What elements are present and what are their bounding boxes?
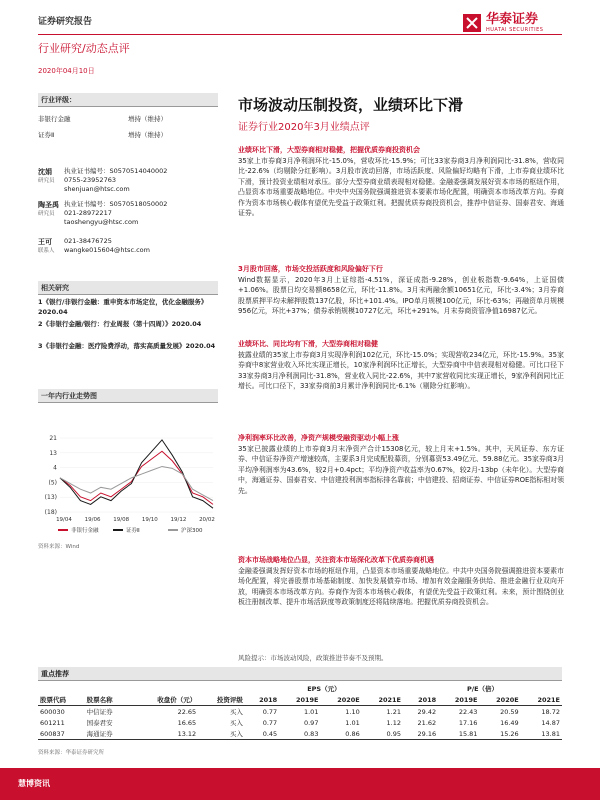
x-tick-label: 19/12 <box>170 517 187 523</box>
footer-text: 慧博资讯 <box>18 779 50 788</box>
cell: 1.01 <box>345 718 360 727</box>
section-heading: 业绩环比、同比均有下滑，大型券商相对稳健 <box>238 340 378 348</box>
y-tick-label: 4 <box>53 464 57 472</box>
cell: 13.12 <box>131 728 198 740</box>
legend-label: 证券Ⅱ <box>126 528 140 534</box>
cell: 601211 <box>40 718 65 727</box>
analyst-role: 联系人 <box>38 248 55 254</box>
cell: 1.21 <box>386 707 401 716</box>
risk-warning: 风险提示：市场波动风险，政策推进节奏不及预期。 <box>238 654 388 662</box>
rating-industry: 非银行金融 <box>38 115 71 123</box>
cell: 15.26 <box>479 728 520 740</box>
analyst-cert: 执业证书编号：S0570514040002 <box>64 167 168 175</box>
huatai-logo-icon <box>462 13 482 33</box>
cell: 0.77 <box>262 707 278 716</box>
report-date: 2020年04月10日 <box>38 67 95 75</box>
col-header: 2019E <box>279 694 320 706</box>
cell: 22.65 <box>177 707 197 716</box>
cell: 1.12 <box>386 718 401 727</box>
y-tick-label: (18) <box>44 509 57 516</box>
section-body: 35家已披露业绩的上市券商3月末净资产合计15308亿元，较上月末+1.5%。其中，天风证券、东方证券、中信证券净资产增速较高，主要系3月完成配股募资，分别募资53.49亿元、59.88亿元。35家券商3月平均净利润率为43.6%，较2月+0.4pct；平均净资产收益率为0.67%，较2月-13bp（未年化）。大型券商中，海通证券、国泰君安、中信建投利润率指标排名靠前；中信建投、招商证券、中信证券ROE指标相对领先。 <box>238 445 564 495</box>
rating-heading: 行业评级： <box>38 93 218 107</box>
analyst-email[interactable]: shenjuan@htsc.com <box>64 185 130 193</box>
industry-trend-chart <box>38 432 218 542</box>
legend-label: 沪深300 <box>181 528 203 534</box>
rating-value: 增持（维持） <box>128 115 167 123</box>
header-divider <box>38 34 562 35</box>
section-body: Wind数据显示，2020年3月上证综指-4.51%，深证成指-9.28%，创业板指数-9.64%，上证国债+1.06%。股票日均交易额8658亿元，环比-11.8%。3月末两融余额10651亿元，环比-3.4%；3月券商股票质押平均未解押股数137亿股，环比+101.4%。IPO单月规模100亿元，环比-63%；再融资单月规模956亿元，环比+37%；债券承销规模10727亿元，环比+291%。月末券商资管净值16987亿元。 <box>238 276 564 316</box>
col-header: 股票代码 <box>38 694 85 706</box>
related-item[interactable]: 1《银行/非银行金融：重申资本市场定位，优化金融服务》2020.04 <box>38 298 208 316</box>
cell: 16.65 <box>177 718 197 727</box>
cell: 0.97 <box>303 718 319 727</box>
cell: 买入 <box>198 728 245 740</box>
y-tick-label: 21 <box>49 435 57 442</box>
cell: 1.10 <box>345 707 360 716</box>
table-row <box>38 728 562 740</box>
analyst-phone: 021-28972217 <box>64 209 112 217</box>
y-tick-label: (13) <box>44 494 57 502</box>
cell: 600837 <box>38 728 85 740</box>
cell: 18.72 <box>541 707 560 716</box>
analyst-role: 研究员 <box>38 178 55 184</box>
cell: 600030 <box>40 707 65 716</box>
cell: 0.45 <box>245 728 279 740</box>
analyst-email[interactable]: wangke015604@htsc.com <box>64 246 150 254</box>
col-header: 2020E <box>320 694 361 706</box>
y-tick-label: (5) <box>48 479 57 487</box>
footer-bar <box>0 768 600 800</box>
section-body: 金融委强调发挥好资本市场的枢纽作用，凸显资本市场重要战略地位。中共中央国务院强调推进资本要素市场化配置，将完善股票市场基础制度、加快发展债券市场、增加有效金融服务供给、推进金融行业双向开放，明确资本市场改革方向。券商作为资本市场核心载体，有望优先受益于政策红利。未来，预计围绕创业板注册制改革、提升市场活跃度等政策制度还将陆续落地。把握优质券商投资机会。 <box>238 567 564 607</box>
x-tick-label: 19/08 <box>113 517 130 523</box>
col-header: 2018 <box>245 694 279 706</box>
col-header: 2019E <box>438 694 479 706</box>
brand-name-cn: 华泰证券 <box>486 12 539 27</box>
cell: 0.95 <box>362 728 403 740</box>
col-header: 投资评级 <box>198 694 245 706</box>
cell: 22.43 <box>458 707 478 716</box>
rating-industry: 证券Ⅱ <box>38 131 55 139</box>
cell: 买入 <box>229 708 243 716</box>
x-tick-label: 19/06 <box>84 517 101 523</box>
rating-row <box>38 130 218 139</box>
col-header: 2021E <box>362 694 403 706</box>
recommendation-heading: 重点推荐 <box>38 667 562 681</box>
x-tick-label: 19/10 <box>141 517 158 523</box>
section-body: 35家上市券商3月净利润环比-15.0%，营收环比-15.9%；可比33家券商3月净利润同比-31.8%，营收同比-22.6%（均剔除分红影响）。3月股市波动回落，市场活跃度、风险偏好均略有下滑，上市券商业绩环比下滑，预计投资业绩相对承压。部分大型券商业绩表现相对稳健。金融委强调发展好资本市场的枢纽作用，凸显资本市场重要战略地位。中央中央国务院强调推进资本要素市场化配置，明确资本市场改革方向。券商作为资本市场核心载体有望优先受益于政策红利。把握优质券商投资机会，推荐中信证券、国泰君安、海通证券。 <box>238 157 564 218</box>
analyst-phone: 0755-23952763 <box>64 176 116 184</box>
analyst-cert: 执业证书编号：S0570518050002 <box>64 200 168 208</box>
report-subtitle: 证券行业2020年3月业绩点评 <box>238 122 370 133</box>
cell: 29.42 <box>417 707 437 716</box>
x-tick-label: 20/02 <box>199 517 215 523</box>
related-item[interactable]: 2《非银行金融/银行：行业周报（第十四周）》2020.04 <box>38 320 202 328</box>
series-line <box>60 466 213 500</box>
col-header: 2020E <box>479 694 520 706</box>
rating-value: 增持（维持） <box>128 131 167 139</box>
cell: 0.77 <box>262 718 278 727</box>
cell: 中信证券 <box>86 708 113 716</box>
analyst-card <box>38 237 218 261</box>
analyst-name: 王可 <box>38 238 52 246</box>
cell: 14.87 <box>541 718 560 727</box>
section-body: 披露业绩的35家上市券商3月实现净利润102亿元，环比-15.0%；实现营收234亿元，环比-15.9%。35家券商中8家营业收入环比实现正增长，10家净利润环比正增长，大型券商中中信表现相对稳健。可比口径下33家券商3月净利润同比-31.8%，营业收入同比-22.6%，其中7家营收同比实现正增长，9家净利润同比正增长。可比口径下，33家券商前3月累计净利润同比-6.1%（剔除分红影响）。 <box>238 351 564 391</box>
x-tick-label: 19/04 <box>56 517 72 523</box>
cell: 0.86 <box>320 728 361 740</box>
col-header: 2021E <box>521 694 562 706</box>
analyst-phone: 021-38476725 <box>64 237 112 245</box>
recommendation-table <box>38 683 562 740</box>
analyst-email[interactable]: taoshengyu@htsc.com <box>64 218 139 226</box>
table-row <box>38 706 562 718</box>
report-type: 证券研究报告 <box>38 17 93 27</box>
cell: 21.62 <box>417 718 437 727</box>
related-heading: 相关研究 <box>38 281 218 295</box>
rating-row <box>38 114 218 123</box>
cell: 1.01 <box>303 707 319 716</box>
section-heading: 资本市场战略地位凸显，关注资本市场深化改革下优质券商机遇 <box>238 556 434 564</box>
section-heading: 净利润率环比改善，净资产规模受融资驱动小幅上涨 <box>238 434 399 442</box>
cell: 海通证券 <box>85 728 132 740</box>
section-heading: 业绩环比下滑，大型券商相对稳健，把握优质券商投资机会 <box>238 146 420 154</box>
col-header: 股票名称 <box>85 694 132 706</box>
cell: 20.59 <box>500 707 519 716</box>
analyst-role: 研究员 <box>38 211 55 217</box>
eps-group-header: EPS（元） <box>307 685 341 693</box>
cell: 17.16 <box>458 718 478 727</box>
legend-label: 非银行金融 <box>71 528 99 534</box>
table-group-row <box>38 683 562 694</box>
cell: 15.81 <box>438 728 479 740</box>
analyst-name: 陶圣禹 <box>38 201 59 209</box>
chart-source: 资料来源：Wind <box>38 544 80 550</box>
analyst-card <box>38 200 218 240</box>
brand-name-en: HUATAI SECURITIES <box>486 27 544 33</box>
analyst-name: 沈娟 <box>38 168 52 176</box>
series-line <box>60 451 213 504</box>
report-category: 行业研究/动态点评 <box>38 42 130 55</box>
related-item[interactable]: 3《非银行金融：医疗险费浮动，落实高质量发展》2020.04 <box>38 342 216 350</box>
section-heading: 3月股市回落，市场交投活跃度和风险偏好下行 <box>238 265 383 273</box>
table-source: 资料来源：华泰证券研究所 <box>38 750 105 756</box>
cell: 0.83 <box>279 728 320 740</box>
pe-group-header: P/E（倍） <box>466 685 499 693</box>
y-tick-label: 13 <box>49 449 57 457</box>
table-row <box>38 717 562 728</box>
table-header-row <box>38 694 562 706</box>
chart-heading: 一年内行业走势图 <box>38 389 218 403</box>
cell: 买入 <box>229 719 243 727</box>
cell: 16.49 <box>500 718 519 727</box>
cell: 13.81 <box>521 728 562 740</box>
report-title: 市场波动压制投资，业绩环比下滑 <box>238 96 464 114</box>
cell: 29.16 <box>403 728 438 740</box>
col-header: 2018 <box>403 694 438 706</box>
cell: 国泰君安 <box>86 719 113 727</box>
col-header: 收盘价（元） <box>131 694 198 706</box>
